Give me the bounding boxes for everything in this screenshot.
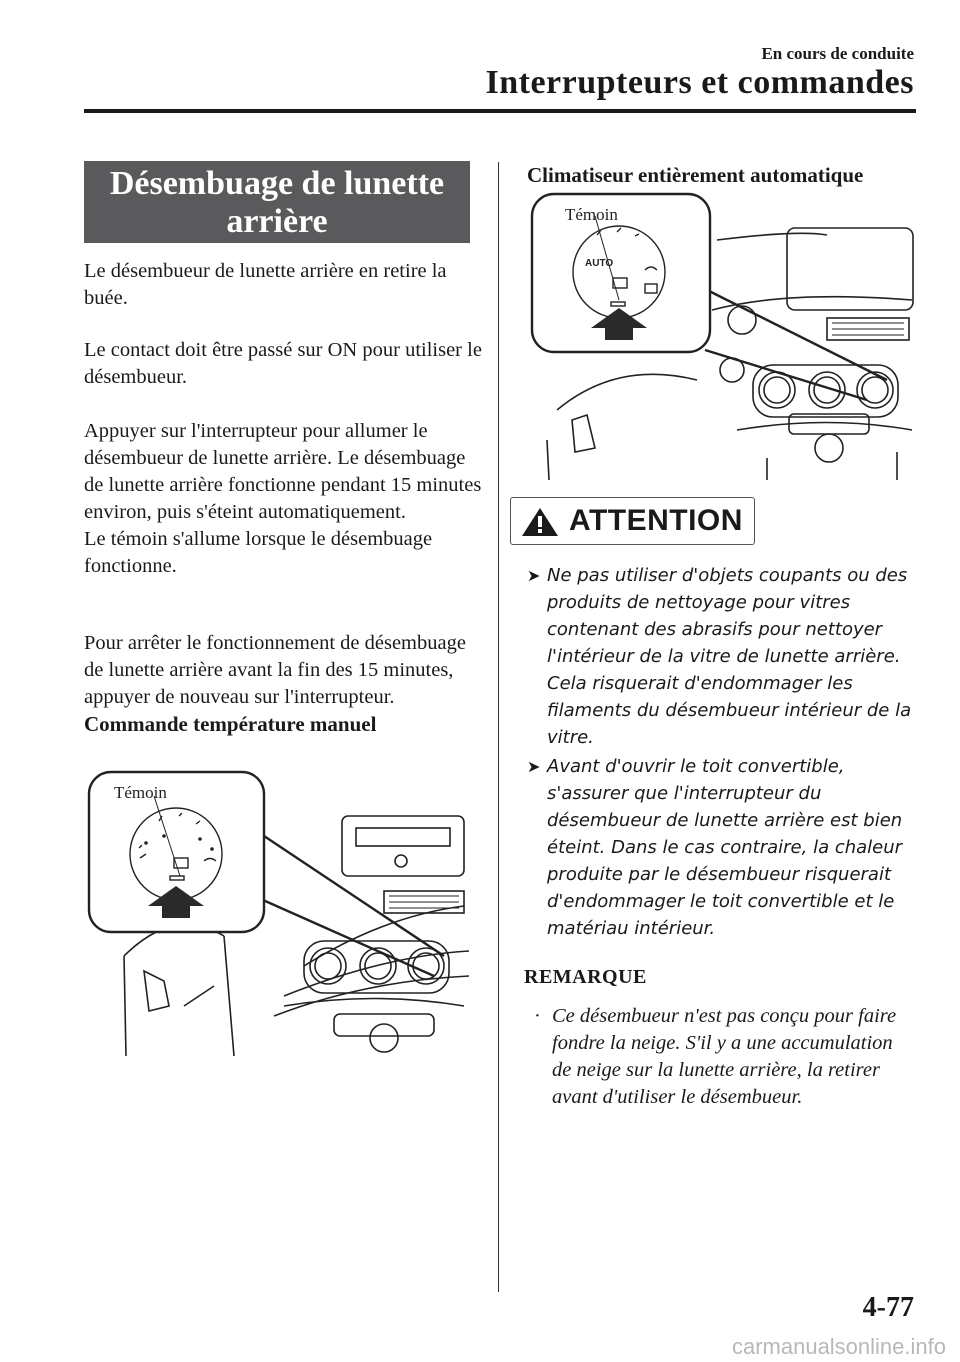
attention-list	[527, 562, 917, 944]
auto-control-figure	[527, 190, 917, 480]
page-title-line2: arrière	[226, 203, 328, 240]
warning-triangle-icon	[520, 506, 560, 538]
page-title	[84, 161, 470, 243]
paragraph: Appuyer sur l'interrupteur pour allumer le désembueur de lunette arrière. Le désembuage de lunette arrière fonctionne pendant 15 minutes environ, puis s'éteint automatiquement.	[84, 420, 482, 523]
auto-button-label: AUTO	[585, 258, 614, 269]
attention-item-2: Avant d'ouvrir le toit convertible, s'assurer que l'interrupteur du désembueur de lunette arrière est bien éteint. Dans le cas contraire, la chaleur produite par le désembueur risquerait d'endommager le toit convertible et le matériau intérieur.	[547, 756, 903, 939]
attention-label: ATTENTION	[569, 504, 743, 537]
header-rule	[84, 109, 916, 113]
list-item	[527, 562, 917, 751]
note-title: REMARQUE	[524, 966, 647, 988]
bullet-dot-icon: ·	[534, 1005, 541, 1027]
paragraph: Pour arrêter le fonctionnement de désembuage de lunette arrière avant la fin des 15 minutes, appuyer de nouveau sur l'interrupteur.	[84, 632, 466, 708]
chapter-title: Interrupteurs et commandes	[485, 64, 914, 101]
watermark: carmanualsonline.info	[731, 1334, 946, 1359]
note-body	[534, 1003, 904, 1111]
paragraph: Le contact doit être passé sur ON pour utiliser le désembueur.	[84, 339, 482, 388]
section-title: En cours de conduite	[761, 44, 914, 63]
manual-heading: Commande température manuel	[84, 712, 377, 736]
paragraph: Le témoin s'allume lorsque le désembuage fonctionne.	[84, 528, 433, 577]
column-divider	[498, 162, 499, 1292]
attention-box	[510, 497, 755, 545]
arrow-right-icon: ➤	[527, 566, 541, 585]
auto-heading-wrap	[527, 162, 917, 189]
attention-item-1: Ne pas utiliser d'objets coupants ou des produits de nettoyage pour vitres contenant des abrasifs pour nettoyer l'intérieur de la vitre de lunette arrière. Cela risquerait d'endommager les filaments du désembueur intérieur de la vitre.	[547, 565, 912, 748]
manual-indicator-label: Témoin	[114, 783, 167, 802]
note-text: Ce désembueur n'est pas conçu pour faire fondre la neige. S'il y a une accumulation de neige sur la lunette arrière, la retirer avant d'utiliser le désembueur.	[552, 1005, 897, 1108]
paragraph-intro	[84, 258, 484, 312]
page-title-line1: Désembuage de lunette	[109, 165, 445, 202]
paragraph-contact	[84, 337, 484, 391]
list-item	[527, 753, 917, 942]
paragraph-stop	[84, 630, 484, 738]
arrow-right-icon: ➤	[527, 757, 541, 776]
page-number: 4-77	[862, 1292, 914, 1323]
paragraph-operation	[84, 418, 484, 580]
manual-control-figure	[84, 766, 474, 1056]
auto-indicator-label: Témoin	[565, 205, 618, 224]
paragraph: Le désembueur de lunette arrière en retire la buée.	[84, 260, 447, 309]
auto-heading: Climatiseur entièrement automatique	[527, 163, 864, 187]
